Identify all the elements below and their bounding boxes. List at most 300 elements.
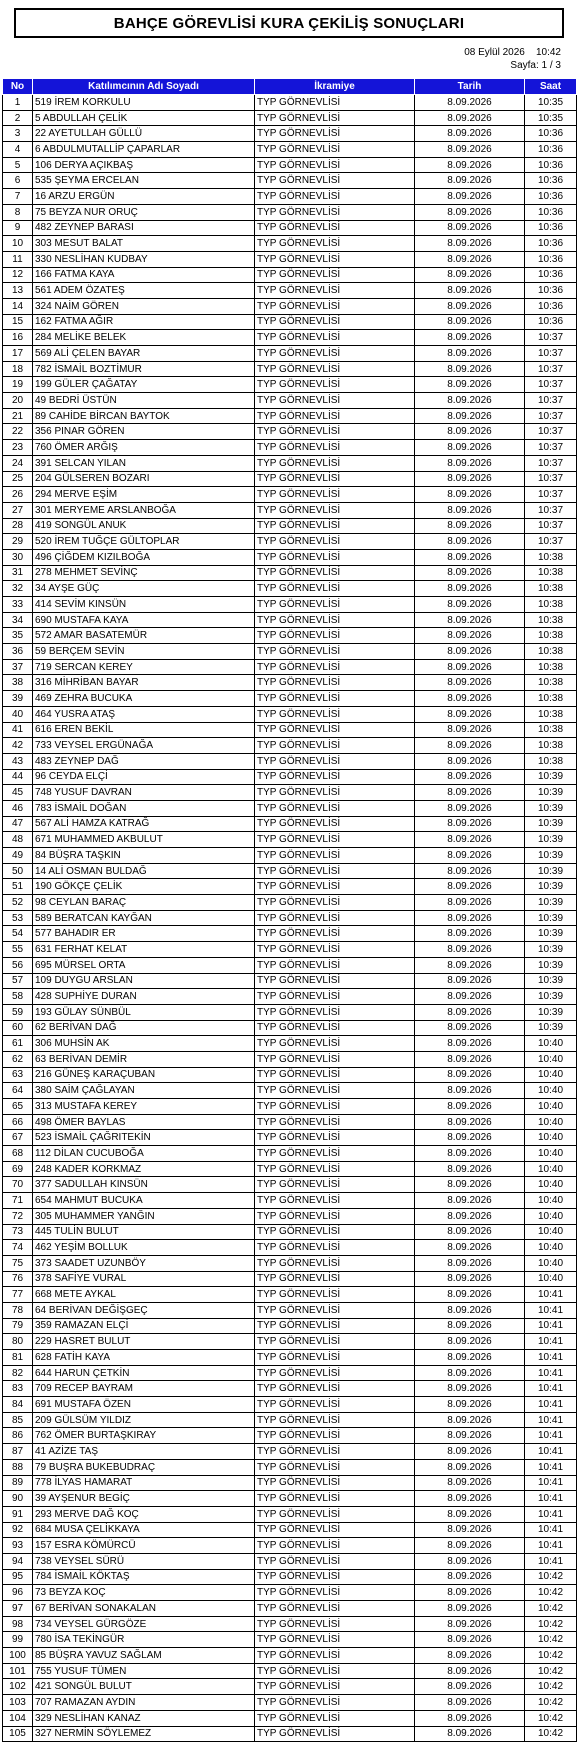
table-row bbox=[3, 1506, 577, 1522]
participant-name: 157 ESRA KÖMÜRCÜ bbox=[33, 1538, 255, 1554]
draw-time: 10:39 bbox=[525, 957, 577, 973]
table-row bbox=[3, 597, 577, 613]
draw-time: 10:39 bbox=[525, 1020, 577, 1036]
prize-name: TYP GÖRNEVLİSİ bbox=[255, 236, 415, 252]
draw-time: 10:41 bbox=[525, 1381, 577, 1397]
table-row bbox=[3, 628, 577, 644]
draw-date: 8.09.2026 bbox=[415, 1099, 525, 1115]
draw-date: 8.09.2026 bbox=[415, 393, 525, 409]
draw-time: 10:42 bbox=[525, 1569, 577, 1585]
row-number: 29 bbox=[3, 534, 33, 550]
draw-date: 8.09.2026 bbox=[415, 1051, 525, 1067]
row-number: 20 bbox=[3, 393, 33, 409]
row-number: 9 bbox=[3, 220, 33, 236]
participant-name: 67 BERİVAN SONAKALAN bbox=[33, 1601, 255, 1617]
prize-name: TYP GÖRNEVLİSİ bbox=[255, 597, 415, 613]
participant-name: 762 ÖMER BURTAŞKIRAY bbox=[33, 1428, 255, 1444]
draw-date: 8.09.2026 bbox=[415, 142, 525, 158]
table-row bbox=[3, 1365, 577, 1381]
prize-name: TYP GÖRNEVLİSİ bbox=[255, 330, 415, 346]
draw-date: 8.09.2026 bbox=[415, 1334, 525, 1350]
draw-date: 8.09.2026 bbox=[415, 769, 525, 785]
prize-name: TYP GÖRNEVLİSİ bbox=[255, 910, 415, 926]
participant-name: 783 İSMAİL DOĞAN bbox=[33, 800, 255, 816]
row-number: 88 bbox=[3, 1459, 33, 1475]
prize-name: TYP GÖRNEVLİSİ bbox=[255, 220, 415, 236]
draw-date: 8.09.2026 bbox=[415, 691, 525, 707]
draw-date: 8.09.2026 bbox=[415, 424, 525, 440]
draw-date: 8.09.2026 bbox=[415, 1365, 525, 1381]
prize-name: TYP GÖRNEVLİSİ bbox=[255, 95, 415, 111]
draw-time: 10:38 bbox=[525, 628, 577, 644]
participant-name: 303 MESUT BALAT bbox=[33, 236, 255, 252]
prize-name: TYP GÖRNEVLİSİ bbox=[255, 879, 415, 895]
draw-date: 8.09.2026 bbox=[415, 565, 525, 581]
row-number: 32 bbox=[3, 581, 33, 597]
table-row bbox=[3, 393, 577, 409]
participant-name: 445 TULİN BULUT bbox=[33, 1224, 255, 1240]
prize-name: TYP GÖRNEVLİSİ bbox=[255, 706, 415, 722]
table-row bbox=[3, 1302, 577, 1318]
draw-date: 8.09.2026 bbox=[415, 738, 525, 754]
row-number: 81 bbox=[3, 1350, 33, 1366]
table-row bbox=[3, 1224, 577, 1240]
draw-date: 8.09.2026 bbox=[415, 973, 525, 989]
row-number: 91 bbox=[3, 1506, 33, 1522]
row-number: 95 bbox=[3, 1569, 33, 1585]
draw-time: 10:40 bbox=[525, 1146, 577, 1162]
participant-name: 316 MİHRİBAN BAYAR bbox=[33, 675, 255, 691]
prize-name: TYP GÖRNEVLİSİ bbox=[255, 1459, 415, 1475]
table-row bbox=[3, 1130, 577, 1146]
participant-name: 616 EREN BEKİL bbox=[33, 722, 255, 738]
row-number: 70 bbox=[3, 1177, 33, 1193]
draw-date: 8.09.2026 bbox=[415, 1616, 525, 1632]
participant-name: 577 BAHADIR ER bbox=[33, 926, 255, 942]
prize-name: TYP GÖRNEVLİSİ bbox=[255, 722, 415, 738]
row-number: 8 bbox=[3, 204, 33, 220]
row-number: 11 bbox=[3, 251, 33, 267]
draw-date: 8.09.2026 bbox=[415, 1302, 525, 1318]
table-row bbox=[3, 518, 577, 534]
participant-name: 22 AYETULLAH GÜLLÜ bbox=[33, 126, 255, 142]
participant-name: 496 ÇİĞDEM KIZILBOĞA bbox=[33, 549, 255, 565]
table-row bbox=[3, 534, 577, 550]
table-row bbox=[3, 1146, 577, 1162]
table-row bbox=[3, 1538, 577, 1554]
draw-time: 10:37 bbox=[525, 346, 577, 362]
prize-name: TYP GÖRNEVLİSİ bbox=[255, 267, 415, 283]
table-row bbox=[3, 487, 577, 503]
draw-date: 8.09.2026 bbox=[415, 1444, 525, 1460]
draw-time: 10:38 bbox=[525, 706, 577, 722]
draw-time: 10:39 bbox=[525, 800, 577, 816]
header-time: Saat bbox=[525, 79, 577, 95]
table-row bbox=[3, 989, 577, 1005]
participant-name: 248 KADER KORKMAZ bbox=[33, 1161, 255, 1177]
report-title: BAHÇE GÖREVLİSİ KURA ÇEKİLİŞ SONUÇLARI bbox=[14, 8, 564, 38]
prize-name: TYP GÖRNEVLİSİ bbox=[255, 1208, 415, 1224]
participant-name: 327 NERMİN SÖYLEMEZ bbox=[33, 1726, 255, 1742]
participant-name: 421 SONGÜL BULUT bbox=[33, 1679, 255, 1695]
draw-date: 8.09.2026 bbox=[415, 1287, 525, 1303]
table-row bbox=[3, 800, 577, 816]
draw-time: 10:39 bbox=[525, 895, 577, 911]
draw-date: 8.09.2026 bbox=[415, 1036, 525, 1052]
draw-time: 10:40 bbox=[525, 1036, 577, 1052]
prize-name: TYP GÖRNEVLİSİ bbox=[255, 785, 415, 801]
draw-date: 8.09.2026 bbox=[415, 1663, 525, 1679]
draw-date: 8.09.2026 bbox=[415, 251, 525, 267]
prize-name: TYP GÖRNEVLİSİ bbox=[255, 1616, 415, 1632]
participant-name: 5 ABDULLAH ÇELİK bbox=[33, 110, 255, 126]
table-row bbox=[3, 1475, 577, 1491]
draw-date: 8.09.2026 bbox=[415, 1585, 525, 1601]
row-number: 98 bbox=[3, 1616, 33, 1632]
draw-time: 10:35 bbox=[525, 95, 577, 111]
draw-time: 10:39 bbox=[525, 973, 577, 989]
draw-date: 8.09.2026 bbox=[415, 1114, 525, 1130]
header-date: Tarih bbox=[415, 79, 525, 95]
row-number: 44 bbox=[3, 769, 33, 785]
draw-time: 10:42 bbox=[525, 1726, 577, 1742]
prize-name: TYP GÖRNEVLİSİ bbox=[255, 1679, 415, 1695]
prize-name: TYP GÖRNEVLİSİ bbox=[255, 863, 415, 879]
draw-time: 10:39 bbox=[525, 879, 577, 895]
draw-time: 10:37 bbox=[525, 440, 577, 456]
prize-name: TYP GÖRNEVLİSİ bbox=[255, 1255, 415, 1271]
row-number: 68 bbox=[3, 1146, 33, 1162]
prize-name: TYP GÖRNEVLİSİ bbox=[255, 581, 415, 597]
table-row bbox=[3, 502, 577, 518]
row-number: 13 bbox=[3, 283, 33, 299]
draw-date: 8.09.2026 bbox=[415, 706, 525, 722]
table-row bbox=[3, 1177, 577, 1193]
draw-date: 8.09.2026 bbox=[415, 189, 525, 205]
row-number: 93 bbox=[3, 1538, 33, 1554]
participant-name: 707 RAMAZAN AYDIN bbox=[33, 1695, 255, 1711]
participant-name: 162 FATMA AĞIR bbox=[33, 314, 255, 330]
row-number: 54 bbox=[3, 926, 33, 942]
draw-time: 10:39 bbox=[525, 926, 577, 942]
prize-name: TYP GÖRNEVLİSİ bbox=[255, 1099, 415, 1115]
row-number: 76 bbox=[3, 1271, 33, 1287]
row-number: 64 bbox=[3, 1083, 33, 1099]
table-row bbox=[3, 1632, 577, 1648]
prize-name: TYP GÖRNEVLİSİ bbox=[255, 377, 415, 393]
prize-name: TYP GÖRNEVLİSİ bbox=[255, 1146, 415, 1162]
draw-time: 10:38 bbox=[525, 691, 577, 707]
table-row bbox=[3, 1067, 577, 1083]
prize-name: TYP GÖRNEVLİSİ bbox=[255, 1601, 415, 1617]
participant-name: 109 DUYGU ARSLAN bbox=[33, 973, 255, 989]
draw-time: 10:37 bbox=[525, 393, 577, 409]
row-number: 53 bbox=[3, 910, 33, 926]
participant-name: 329 NESLİHAN KANAZ bbox=[33, 1710, 255, 1726]
draw-time: 10:41 bbox=[525, 1318, 577, 1334]
table-row bbox=[3, 95, 577, 111]
table-row bbox=[3, 1208, 577, 1224]
draw-date: 8.09.2026 bbox=[415, 1695, 525, 1711]
table-row bbox=[3, 879, 577, 895]
table-row bbox=[3, 1193, 577, 1209]
draw-time: 10:40 bbox=[525, 1208, 577, 1224]
table-row bbox=[3, 722, 577, 738]
table-row bbox=[3, 1083, 577, 1099]
draw-time: 10:42 bbox=[525, 1663, 577, 1679]
participant-name: 39 AYŞENUR BEGİÇ bbox=[33, 1491, 255, 1507]
table-row bbox=[3, 330, 577, 346]
participant-name: 356 PINAR GÖREN bbox=[33, 424, 255, 440]
prize-name: TYP GÖRNEVLİSİ bbox=[255, 753, 415, 769]
table-row bbox=[3, 346, 577, 362]
row-number: 101 bbox=[3, 1663, 33, 1679]
participant-name: 96 CEYDA ELÇİ bbox=[33, 769, 255, 785]
draw-time: 10:36 bbox=[525, 157, 577, 173]
draw-time: 10:36 bbox=[525, 267, 577, 283]
prize-name: TYP GÖRNEVLİSİ bbox=[255, 1271, 415, 1287]
draw-date: 8.09.2026 bbox=[415, 1553, 525, 1569]
draw-time: 10:37 bbox=[525, 518, 577, 534]
print-datetime bbox=[464, 47, 561, 58]
table-row bbox=[3, 1287, 577, 1303]
draw-time: 10:37 bbox=[525, 502, 577, 518]
draw-time: 10:38 bbox=[525, 612, 577, 628]
draw-date: 8.09.2026 bbox=[415, 220, 525, 236]
prize-name: TYP GÖRNEVLİSİ bbox=[255, 1585, 415, 1601]
participant-name: 378 SAFİYE VURAL bbox=[33, 1271, 255, 1287]
prize-name: TYP GÖRNEVLİSİ bbox=[255, 204, 415, 220]
prize-name: TYP GÖRNEVLİSİ bbox=[255, 942, 415, 958]
results-table-body bbox=[3, 95, 577, 1742]
row-number: 71 bbox=[3, 1193, 33, 1209]
draw-date: 8.09.2026 bbox=[415, 1569, 525, 1585]
prize-name: TYP GÖRNEVLİSİ bbox=[255, 1083, 415, 1099]
draw-time: 10:42 bbox=[525, 1648, 577, 1664]
prize-name: TYP GÖRNEVLİSİ bbox=[255, 1710, 415, 1726]
table-row bbox=[3, 816, 577, 832]
participant-name: 469 ZEHRA BUCUKA bbox=[33, 691, 255, 707]
table-row bbox=[3, 895, 577, 911]
prize-name: TYP GÖRNEVLİSİ bbox=[255, 1726, 415, 1742]
table-row bbox=[3, 157, 577, 173]
draw-time: 10:37 bbox=[525, 361, 577, 377]
draw-date: 8.09.2026 bbox=[415, 597, 525, 613]
prize-name: TYP GÖRNEVLİSİ bbox=[255, 1224, 415, 1240]
prize-name: TYP GÖRNEVLİSİ bbox=[255, 424, 415, 440]
draw-date: 8.09.2026 bbox=[415, 926, 525, 942]
table-row bbox=[3, 1334, 577, 1350]
draw-date: 8.09.2026 bbox=[415, 879, 525, 895]
draw-time: 10:36 bbox=[525, 283, 577, 299]
table-row bbox=[3, 1397, 577, 1413]
row-number: 103 bbox=[3, 1695, 33, 1711]
draw-date: 8.09.2026 bbox=[415, 581, 525, 597]
row-number: 2 bbox=[3, 110, 33, 126]
table-row bbox=[3, 691, 577, 707]
participant-name: 293 MERVE DAĞ KOÇ bbox=[33, 1506, 255, 1522]
prize-name: TYP GÖRNEVLİSİ bbox=[255, 1193, 415, 1209]
row-number: 4 bbox=[3, 142, 33, 158]
table-row bbox=[3, 1616, 577, 1632]
participant-name: 6 ABDULMUTALLİP ÇAPARLAR bbox=[33, 142, 255, 158]
participant-name: 755 YUSUF TÜMEN bbox=[33, 1663, 255, 1679]
prize-name: TYP GÖRNEVLİSİ bbox=[255, 1067, 415, 1083]
draw-time: 10:39 bbox=[525, 910, 577, 926]
row-number: 3 bbox=[3, 126, 33, 142]
prize-name: TYP GÖRNEVLİSİ bbox=[255, 832, 415, 848]
draw-time: 10:41 bbox=[525, 1522, 577, 1538]
table-row bbox=[3, 942, 577, 958]
table-row bbox=[3, 267, 577, 283]
prize-name: TYP GÖRNEVLİSİ bbox=[255, 895, 415, 911]
row-number: 6 bbox=[3, 173, 33, 189]
draw-date: 8.09.2026 bbox=[415, 1726, 525, 1742]
draw-date: 8.09.2026 bbox=[415, 455, 525, 471]
draw-time: 10:40 bbox=[525, 1177, 577, 1193]
table-row bbox=[3, 785, 577, 801]
draw-date: 8.09.2026 bbox=[415, 377, 525, 393]
draw-time: 10:42 bbox=[525, 1695, 577, 1711]
table-row bbox=[3, 1553, 577, 1569]
row-number: 59 bbox=[3, 1004, 33, 1020]
prize-name: TYP GÖRNEVLİSİ bbox=[255, 644, 415, 660]
participant-name: 41 AZİZE TAŞ bbox=[33, 1444, 255, 1460]
draw-date: 8.09.2026 bbox=[415, 534, 525, 550]
participant-name: 89 CAHİDE BİRCAN BAYTOK bbox=[33, 408, 255, 424]
draw-date: 8.09.2026 bbox=[415, 1459, 525, 1475]
draw-time: 10:41 bbox=[525, 1397, 577, 1413]
row-number: 1 bbox=[3, 95, 33, 111]
table-row bbox=[3, 440, 577, 456]
prize-name: TYP GÖRNEVLİSİ bbox=[255, 487, 415, 503]
participant-name: 644 HARUN ÇETKİN bbox=[33, 1365, 255, 1381]
row-number: 52 bbox=[3, 895, 33, 911]
row-number: 22 bbox=[3, 424, 33, 440]
prize-name: TYP GÖRNEVLİSİ bbox=[255, 393, 415, 409]
draw-time: 10:40 bbox=[525, 1051, 577, 1067]
prize-name: TYP GÖRNEVLİSİ bbox=[255, 1020, 415, 1036]
draw-date: 8.09.2026 bbox=[415, 126, 525, 142]
row-number: 61 bbox=[3, 1036, 33, 1052]
row-number: 105 bbox=[3, 1726, 33, 1742]
table-row bbox=[3, 675, 577, 691]
table-row bbox=[3, 769, 577, 785]
draw-time: 10:36 bbox=[525, 236, 577, 252]
participant-name: 498 ÖMER BAYLAS bbox=[33, 1114, 255, 1130]
prize-name: TYP GÖRNEVLİSİ bbox=[255, 455, 415, 471]
prize-name: TYP GÖRNEVLİSİ bbox=[255, 502, 415, 518]
participant-name: 301 MERYEME ARSLANBOĞA bbox=[33, 502, 255, 518]
draw-time: 10:38 bbox=[525, 722, 577, 738]
row-number: 37 bbox=[3, 659, 33, 675]
row-number: 104 bbox=[3, 1710, 33, 1726]
draw-date: 8.09.2026 bbox=[415, 895, 525, 911]
draw-date: 8.09.2026 bbox=[415, 173, 525, 189]
draw-time: 10:41 bbox=[525, 1491, 577, 1507]
row-number: 7 bbox=[3, 189, 33, 205]
prize-name: TYP GÖRNEVLİSİ bbox=[255, 298, 415, 314]
prize-name: TYP GÖRNEVLİSİ bbox=[255, 1381, 415, 1397]
prize-name: TYP GÖRNEVLİSİ bbox=[255, 691, 415, 707]
row-number: 102 bbox=[3, 1679, 33, 1695]
participant-name: 462 YEŞİM BOLLUK bbox=[33, 1240, 255, 1256]
prize-name: TYP GÖRNEVLİSİ bbox=[255, 1412, 415, 1428]
draw-time: 10:42 bbox=[525, 1601, 577, 1617]
row-number: 67 bbox=[3, 1130, 33, 1146]
draw-date: 8.09.2026 bbox=[415, 518, 525, 534]
row-number: 84 bbox=[3, 1397, 33, 1413]
draw-time: 10:40 bbox=[525, 1271, 577, 1287]
draw-time: 10:39 bbox=[525, 785, 577, 801]
prize-name: TYP GÖRNEVLİSİ bbox=[255, 1428, 415, 1444]
participant-name: 377 SADULLAH KINSÜN bbox=[33, 1177, 255, 1193]
prize-name: TYP GÖRNEVLİSİ bbox=[255, 1302, 415, 1318]
prize-name: TYP GÖRNEVLİSİ bbox=[255, 1522, 415, 1538]
row-number: 31 bbox=[3, 565, 33, 581]
draw-time: 10:41 bbox=[525, 1553, 577, 1569]
prize-name: TYP GÖRNEVLİSİ bbox=[255, 1036, 415, 1052]
draw-time: 10:41 bbox=[525, 1350, 577, 1366]
draw-time: 10:41 bbox=[525, 1459, 577, 1475]
prize-name: TYP GÖRNEVLİSİ bbox=[255, 110, 415, 126]
row-number: 28 bbox=[3, 518, 33, 534]
prize-name: TYP GÖRNEVLİSİ bbox=[255, 1506, 415, 1522]
row-number: 43 bbox=[3, 753, 33, 769]
prize-name: TYP GÖRNEVLİSİ bbox=[255, 1240, 415, 1256]
draw-time: 10:40 bbox=[525, 1130, 577, 1146]
prize-name: TYP GÖRNEVLİSİ bbox=[255, 549, 415, 565]
draw-time: 10:36 bbox=[525, 126, 577, 142]
row-number: 25 bbox=[3, 471, 33, 487]
draw-date: 8.09.2026 bbox=[415, 283, 525, 299]
table-row bbox=[3, 126, 577, 142]
table-row bbox=[3, 424, 577, 440]
table-row bbox=[3, 1726, 577, 1742]
draw-date: 8.09.2026 bbox=[415, 236, 525, 252]
draw-time: 10:38 bbox=[525, 581, 577, 597]
participant-name: 719 SERCAN KEREY bbox=[33, 659, 255, 675]
row-number: 75 bbox=[3, 1255, 33, 1271]
draw-time: 10:39 bbox=[525, 769, 577, 785]
draw-time: 10:40 bbox=[525, 1067, 577, 1083]
draw-time: 10:37 bbox=[525, 377, 577, 393]
row-number: 30 bbox=[3, 549, 33, 565]
prize-name: TYP GÖRNEVLİSİ bbox=[255, 1318, 415, 1334]
draw-time: 10:42 bbox=[525, 1585, 577, 1601]
participant-name: 16 ARZU ERGÜN bbox=[33, 189, 255, 205]
participant-name: 84 BÜŞRA TAŞKIN bbox=[33, 848, 255, 864]
draw-date: 8.09.2026 bbox=[415, 722, 525, 738]
row-number: 69 bbox=[3, 1161, 33, 1177]
participant-name: 359 RAMAZAN ELÇİ bbox=[33, 1318, 255, 1334]
prize-name: TYP GÖRNEVLİSİ bbox=[255, 738, 415, 754]
header-no: No bbox=[3, 79, 33, 95]
prize-name: TYP GÖRNEVLİSİ bbox=[255, 283, 415, 299]
draw-time: 10:40 bbox=[525, 1114, 577, 1130]
participant-name: 79 BUŞRA BUKEBUDRAÇ bbox=[33, 1459, 255, 1475]
table-row bbox=[3, 1428, 577, 1444]
draw-time: 10:39 bbox=[525, 989, 577, 1005]
draw-date: 8.09.2026 bbox=[415, 612, 525, 628]
table-row bbox=[3, 1648, 577, 1664]
participant-name: 668 METE AYKAL bbox=[33, 1287, 255, 1303]
header-prize: İkramiye bbox=[255, 79, 415, 95]
table-row bbox=[3, 1051, 577, 1067]
participant-name: 294 MERVE EŞİM bbox=[33, 487, 255, 503]
table-row bbox=[3, 1444, 577, 1460]
row-number: 26 bbox=[3, 487, 33, 503]
